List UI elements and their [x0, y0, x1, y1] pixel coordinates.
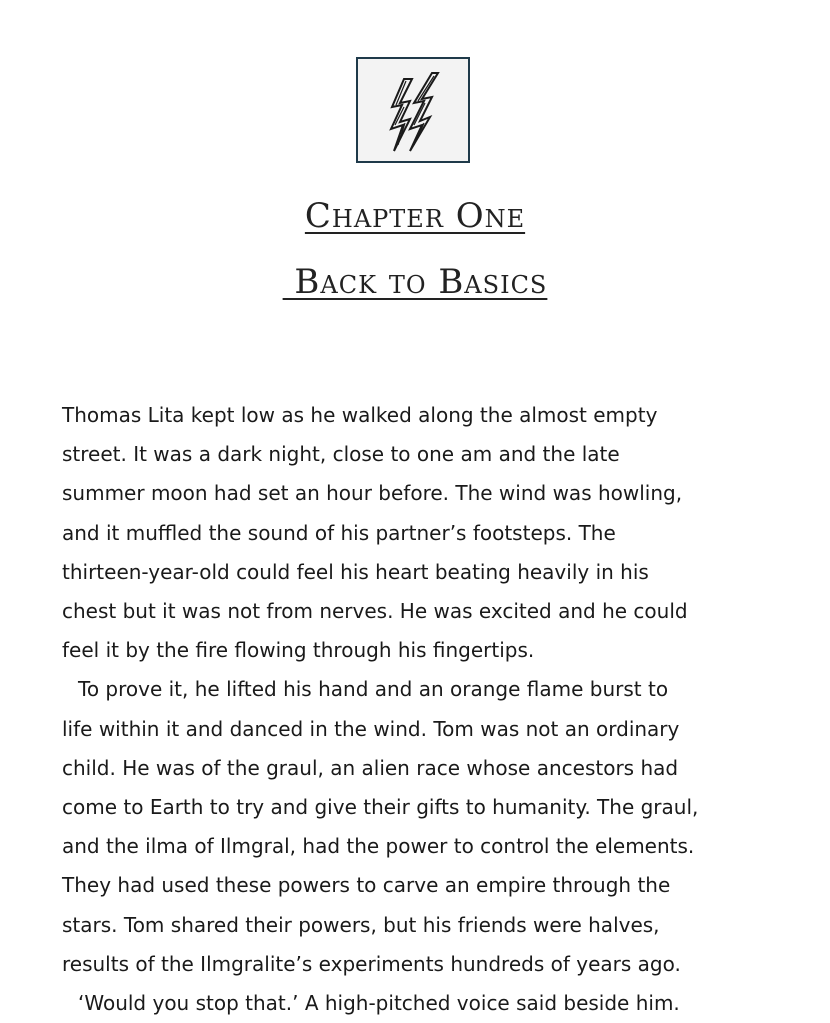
text-line: child. He was of the graul, an alien race whose ancestors had — [62, 755, 679, 780]
text-line: stars. Tom shared their powers, but his friends were halves, — [62, 912, 660, 937]
text-line: life within it and danced in the wind. Tom was not an ordinary — [62, 716, 680, 741]
text-line: chest but it was not from nerves. He was excited and he could — [62, 599, 688, 624]
text-line: Thomas Lita kept low as he walked along the almost empty — [62, 403, 658, 427]
text-line: They had used these powers to carve an empire through the — [62, 873, 671, 898]
text-line: summer moon had set an hour before. The wind was howling, — [62, 481, 683, 506]
chapter-body-text — [62, 396, 782, 1023]
chapter-title: Chapter One — [304, 196, 526, 236]
text-line: results of the Ilmgralite’s experiments hundreds of years ago. — [62, 951, 681, 976]
chapter-emblem — [356, 57, 470, 163]
text-line: ‘Would you stop that.’ A high-pitched voice said beside him. — [78, 991, 680, 1016]
lightning-bolt-icon — [358, 59, 468, 161]
text-line: come to Earth to try and give their gifts to humanity. The graul, — [62, 795, 699, 820]
text-line: To prove it, he lifted his hand and an orange flame burst to — [78, 677, 669, 702]
text-line: feel it by the fire flowing through his fingertips. — [62, 638, 535, 663]
chapter-subtitle: Back to Basics — [282, 262, 548, 302]
text-line: thirteen-year-old could feel his heart beating heavily in his — [62, 559, 649, 584]
text-line: and the ilma of Ilmgral, had the power to control the elements. — [62, 834, 695, 859]
text-line: street. It was a dark night, close to one am and the late — [62, 442, 620, 467]
text-line: and it muffled the sound of his partner’s footsteps. The — [62, 520, 616, 545]
